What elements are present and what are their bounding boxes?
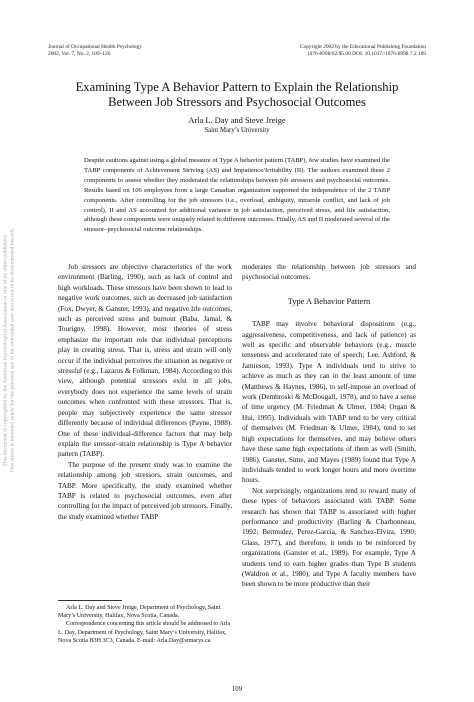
right-column xyxy=(242,262,416,590)
body-paragraph: TABP may involve behavioral dispositions (e.g., aggressiveness, competitiveness, and lack of patience) as well as specific and observable behaviors (e.g., muscle tenseness and accelerated rate of speech; Lee, Ashford, & Jamieson, 1993). Type A individuals tend to strive to achieve as much as they can in the least amount of time (Matthews & Haynes, 1986), to self-impose an overload of work (Dembroski & McDougall, 1978), and to have a sense of time urgency (M. Friedman & Ulmer, 1984; Organ & Hui, 1995). Individuals with TABP tend to be very critical of themselves (M. Friedman & Ulmer, 1984), tend to set high expectations for themselves, and may believe others have these same high expectations of them as well (Smith, 1986). Ganster, Sime, and Mayes (1989) found that Type A individuals tended to work longer hours and more overtime hours. xyxy=(242,320,416,485)
copyright-header xyxy=(300,44,426,58)
title-line-1: Examining Type A Behavior Pattern to Explain the Relationship xyxy=(75,80,399,94)
article-title xyxy=(40,80,434,110)
title-line-2: Between Job Stressors and Psychosocial Outcomes xyxy=(108,95,366,109)
body-paragraph: Not surprisingly, organizations tend to reward many of these types of behaviors associated with TABP. Some research has shown that TABP is associated with higher performance and productivity (Barling & Charbonneau, 1992; Bermudez, Perez-Garcia, & Sanchez-Elvira, 1990; Glass, 1977), and therefore, it tends to be reinforced by organizations (Ganster et al., 1989). For example, Type A students tend to earn higher grades than Type B students (Waldron et al., 1980), and Type A faculty members have been shown to be more productive than their xyxy=(242,486,416,589)
journal-header xyxy=(48,44,142,58)
section-heading: Type A Behavior Pattern xyxy=(287,296,371,306)
body-paragraph: moderates the relationship between job stressors and psychosocial outcomes. xyxy=(242,263,416,282)
body-paragraph: The purpose of the present study was to examine the relationship among job stressors, strain outcomes, and TABP. More specifically, the study examined whether TABP is related to psychosocial outcomes, even after controlling for the impact of perceived job stressors. Finally, the study examined whether TABP xyxy=(58,460,232,521)
left-column xyxy=(58,262,232,522)
copyright-sidebar xyxy=(0,0,20,702)
footnotes xyxy=(58,604,232,645)
body-paragraph: Job stressors are objective characteristics of the work environment (Barling, 1990), such as lack of control and high workloads. These stressors have been shown to lead to negative work outcomes, such as decreased job satisfaction (Fox, Dwyer, & Ganster, 1993), and negative life outcomes, such as perceived stress and burnout (Baba, Jamal, & Tourigny, 1998). However, most theories of stress emphasize the important role that individual perceptions play in creating stress. That is, stress and strain will only occur if the individual perceives the situation as negative or stressful (e.g., Lazarus & Folkman, 1984). According to this view, although potential stressors exist in all jobs, everybody does not experience the same levels of strain outcomes when confronted with these stressors. That is, people may subjectively experience the same stressor differently because of individual differences (Payne, 1988). One of these individual-difference factors that may help explain the stressor–strain relationship is Type A behavior pattern (TABP). xyxy=(58,263,232,459)
author-list: Arla L. Day and Steve Jreige xyxy=(188,116,286,125)
author-note: Arla L. Day and Steve Jreige, Department of Psychology, Saint Mary’s University, Halifax, Nova Scotia, Canada. xyxy=(58,605,221,620)
journal-name: Journal of Occupational Health Psychology xyxy=(48,44,143,50)
author-affiliation: Saint Mary’s University xyxy=(204,127,270,134)
doi-line: 1076-8998/02/$5.00 DOI: 10.1037//1076-8998.7.2.109 xyxy=(306,51,426,57)
copyright-line-2: This article is intended solely for the personal use of the individual user and is not to be disseminated broadly. xyxy=(10,227,16,474)
correspondence-note: Correspondence concerning this article should be addressed to Arla L. Day, Department of Psychology, Saint Mary’s University, Halifax, Nova Scotia B3H 3C3, Canada. E-mail: Arla.Day@stmarys.ca xyxy=(58,621,231,644)
footnote-rule xyxy=(58,600,122,601)
page-number: 109 xyxy=(231,686,243,693)
copyright-notice xyxy=(3,130,18,570)
abstract: Despite cautions against using a global measure of Type A behavior pattern (TABP), few studies have examined the TABP components of Achievement Striving (AS) and Impatience/Irritability (II). The authors examined these 2 components to assess whether they moderated the relationships between job stressors and psychosocial outcomes. Results based on 106 employees from a large Canadian organization supported the independence of the 2 TABP components. After controlling for the job stressors (i.e., overload, ambiguity, intrarole conflict, and lack of job control), II and AS accounted for additional variance in job satisfaction, perceived stress, and life satisfaction, although these components were uniquely related to different outcomes. Finally, AS and II moderated several of the stressor–psychosocial outcome relationships. xyxy=(84,157,390,234)
journal-citation: 2002, Vol. 7, No. 2, 109–120 xyxy=(48,51,111,57)
copyright-line-1: This document is copyrighted by the American Psychological Association or one of its allied publishers. xyxy=(2,233,9,467)
copyright-line: Copyright 2002 by the Educational Publishing Foundation xyxy=(299,44,426,50)
